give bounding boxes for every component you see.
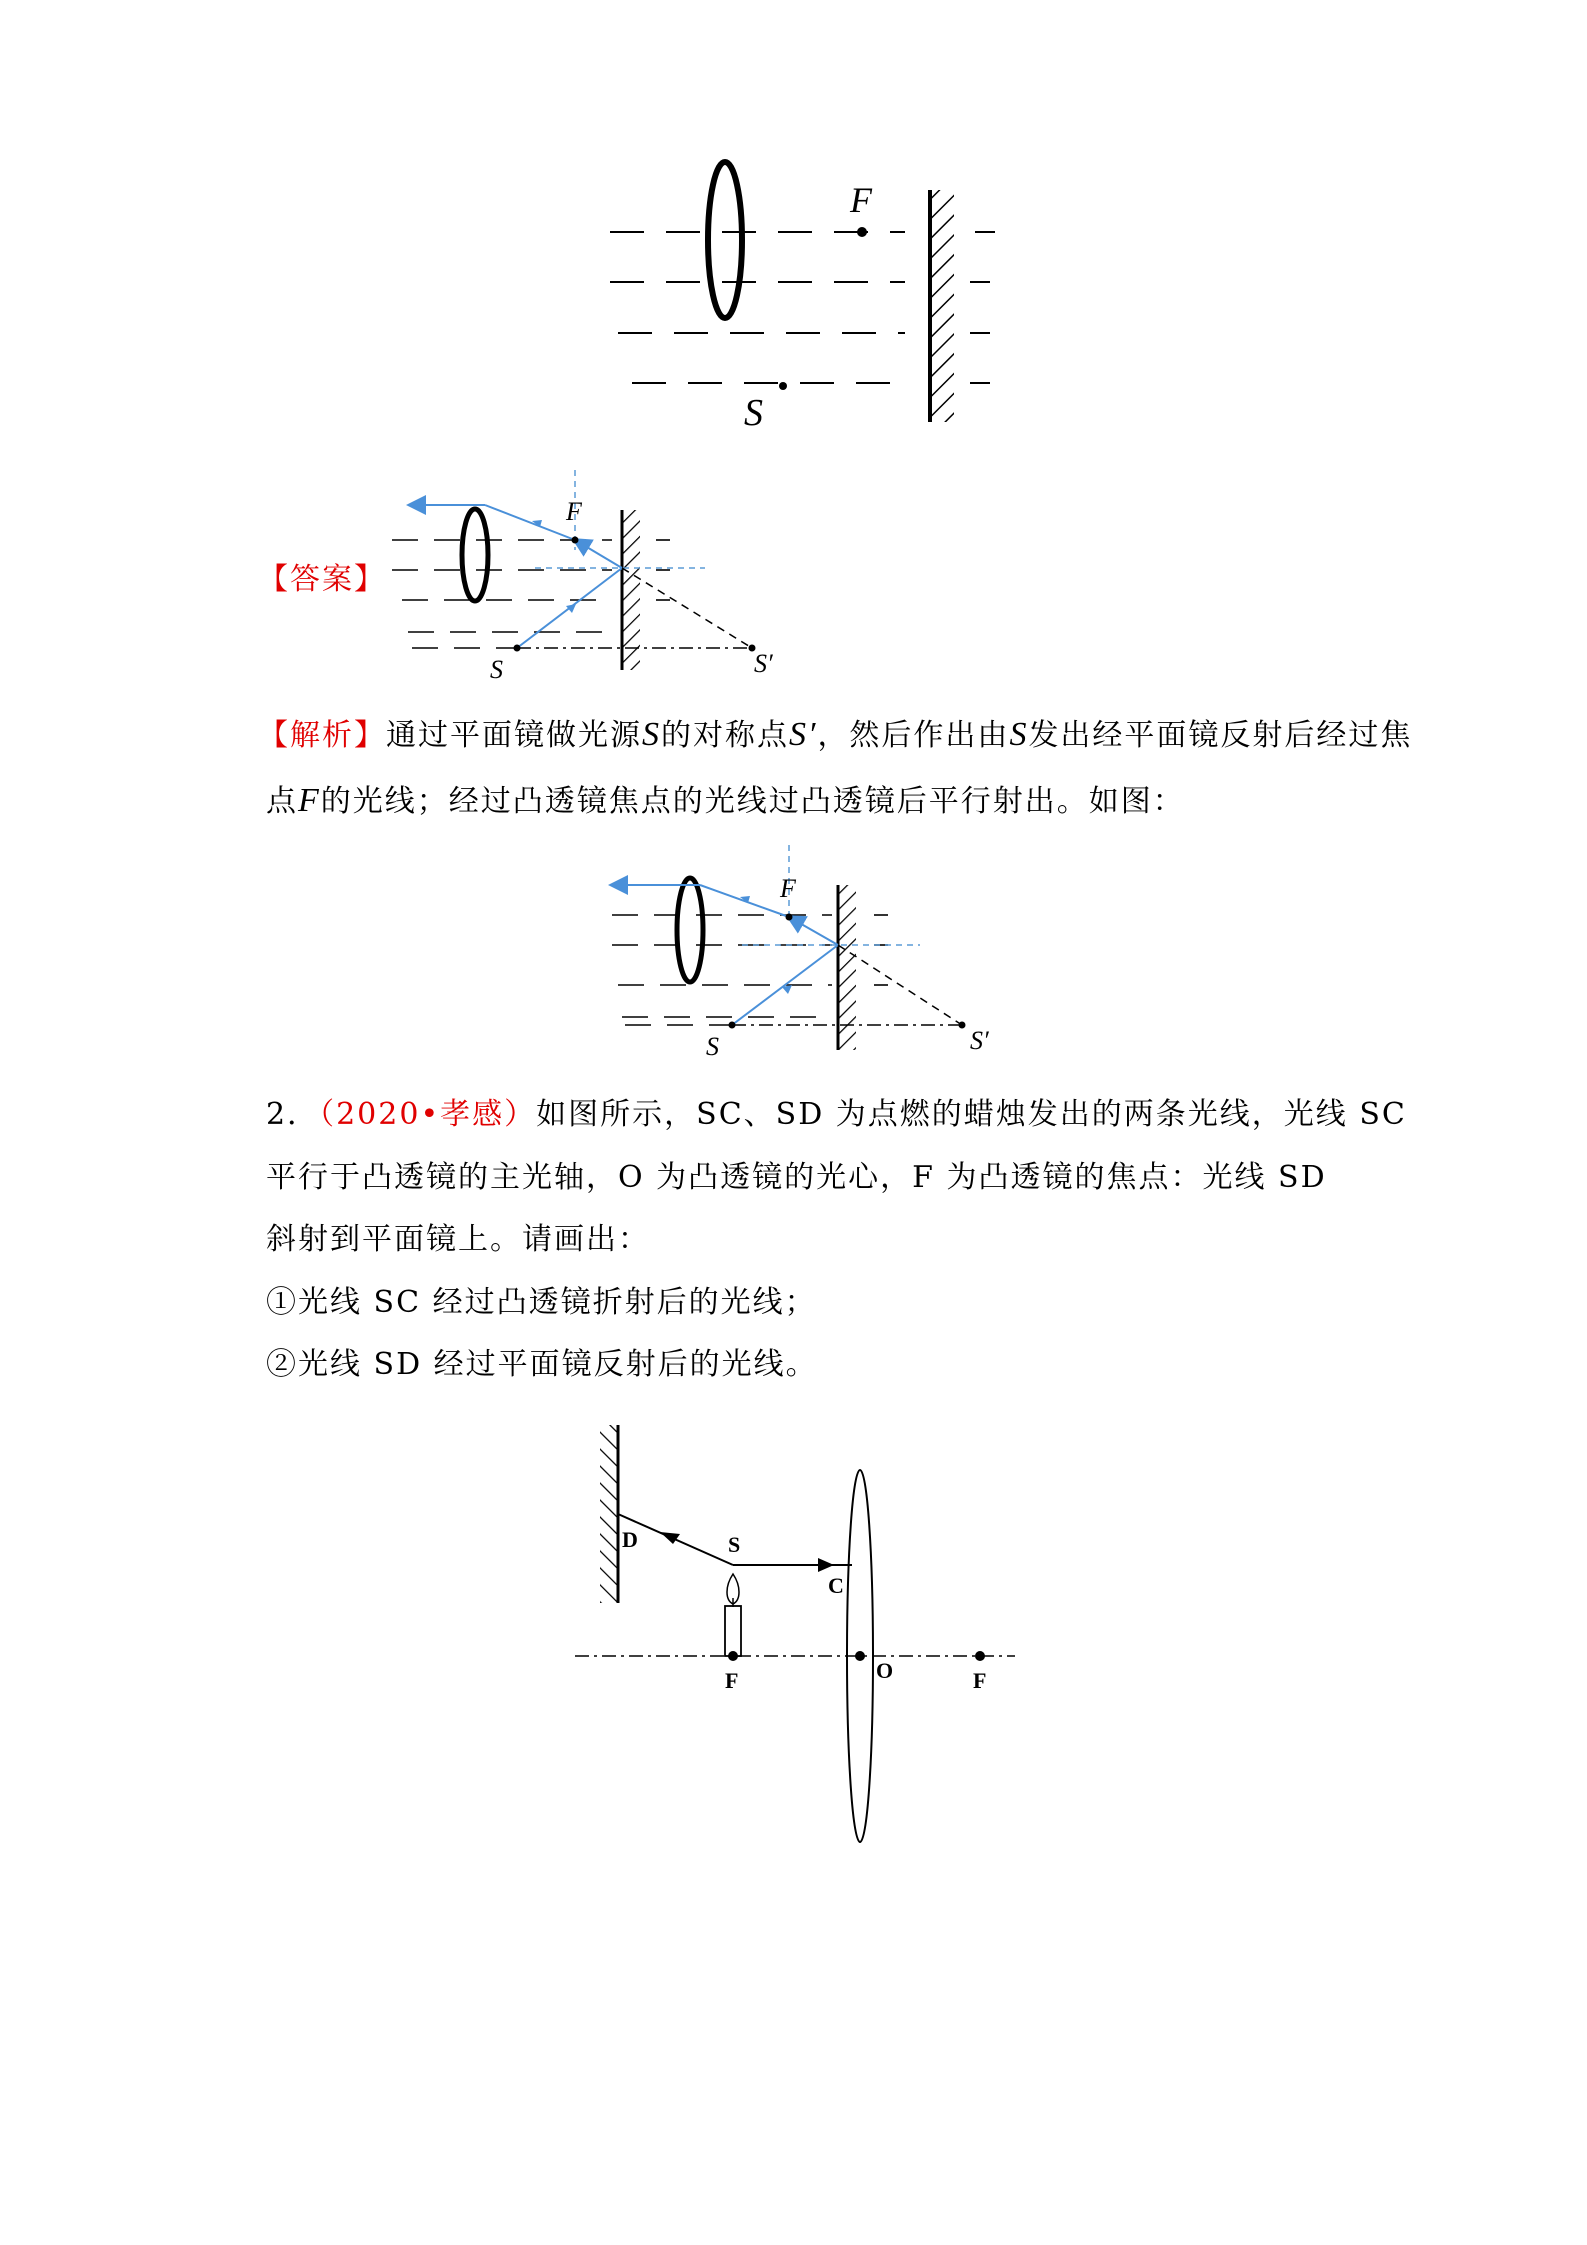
label-s: S bbox=[744, 392, 763, 434]
figure-answer bbox=[0, 460, 1587, 700]
var-s-prime: S′ bbox=[789, 716, 818, 753]
label-f: F bbox=[780, 874, 796, 903]
image-dot bbox=[959, 1022, 966, 1029]
label-f: F bbox=[566, 497, 582, 526]
optical-center bbox=[855, 1651, 865, 1661]
label-s: S bbox=[706, 1032, 719, 1061]
analysis-text: 通过平面镜做光源 bbox=[386, 718, 642, 753]
analysis-line-2: 点F的光线；经过凸透镜焦点的光线过凸透镜后平行射出。如图： bbox=[266, 782, 1185, 819]
figure-analysis bbox=[0, 845, 1587, 1065]
label-s: S bbox=[490, 655, 503, 684]
candle-body bbox=[725, 1606, 741, 1656]
virtual-ray bbox=[838, 945, 962, 1025]
question2-item-1: ①光线 SC 经过凸透镜折射后的光线； bbox=[266, 1285, 817, 1320]
focal-point-dot bbox=[572, 537, 579, 544]
source-dot bbox=[779, 382, 787, 390]
label-s-prime: S′ bbox=[754, 649, 773, 678]
plane-mirror-hatch bbox=[622, 510, 640, 670]
ray-sc-arrow bbox=[818, 1558, 834, 1572]
label-f-left: F bbox=[725, 1668, 739, 1693]
focal-point-dot bbox=[786, 914, 793, 921]
virtual-ray bbox=[622, 568, 752, 648]
ray-sd-arrow bbox=[660, 1532, 680, 1544]
source-dot bbox=[729, 1022, 736, 1029]
label-c: C bbox=[828, 1573, 844, 1598]
label-f: F bbox=[850, 180, 872, 220]
label-s-prime: S′ bbox=[970, 1026, 989, 1055]
var-f: F bbox=[298, 782, 321, 819]
question-number: 2． bbox=[266, 1097, 320, 1132]
focal-point-left bbox=[728, 1651, 738, 1661]
question-source: （2020•孝感） bbox=[319, 1097, 537, 1132]
figure-candle-lens-mirror bbox=[0, 1410, 1587, 1810]
analysis-tag: 【解析】 bbox=[258, 718, 386, 753]
label-s: S bbox=[728, 1532, 741, 1557]
figure-lens-mirror-question bbox=[0, 0, 1587, 460]
reflected-ray bbox=[789, 917, 838, 945]
question2-line-1: 2．（2020•孝感）如图所示，SC、SD 为点燃的蜡烛发出的两条光线，光线 SC bbox=[266, 1097, 1407, 1132]
var-s: S bbox=[1009, 716, 1029, 753]
reflected-ray bbox=[575, 540, 622, 568]
label-f-right: F bbox=[973, 1668, 987, 1693]
var-s: S bbox=[642, 716, 661, 753]
convex-lens bbox=[462, 509, 488, 601]
label-d: D bbox=[622, 1527, 638, 1552]
convex-lens bbox=[708, 162, 742, 318]
analysis-line-1: 【解析】通过平面镜做光源S的对称点S′，然后作出由S发出经平面镜反射后经过焦 bbox=[258, 716, 1413, 753]
focal-point-right bbox=[975, 1651, 985, 1661]
convex-lens bbox=[677, 878, 703, 982]
refracted-ray-inside bbox=[485, 505, 575, 540]
question2-line-3: 斜射到平面镜上。请画出： bbox=[266, 1222, 650, 1257]
plane-mirror-hatch bbox=[600, 1425, 618, 1603]
label-o: O bbox=[876, 1658, 894, 1683]
refracted-ray-inside bbox=[700, 885, 789, 917]
source-dot bbox=[514, 645, 521, 652]
question2-item-2: ②光线 SD 经过平面镜反射后的光线。 bbox=[266, 1347, 818, 1382]
plane-mirror-hatch bbox=[930, 190, 954, 422]
focal-point-dot bbox=[857, 227, 867, 237]
answer-tag: 【答案】 bbox=[258, 562, 386, 597]
question2-line-2: 平行于凸透镜的主光轴，O 为凸透镜的光心，F 为凸透镜的焦点：光线 SD bbox=[266, 1160, 1327, 1195]
